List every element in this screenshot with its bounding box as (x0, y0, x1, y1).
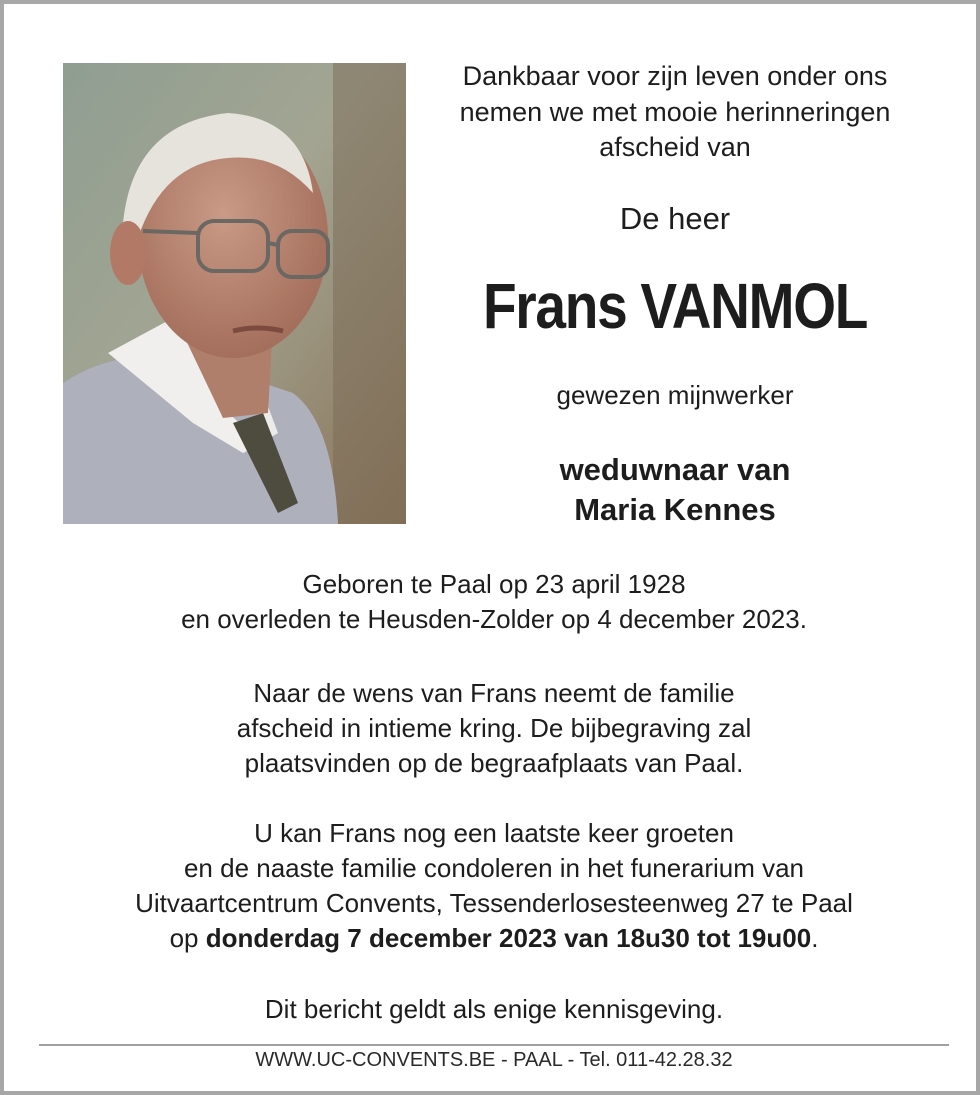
visit-prefix: op (169, 923, 206, 953)
visit-datetime: donderdag 7 december 2023 van 18u30 tot 19u00 (205, 923, 812, 953)
visit-date-line (4, 921, 980, 956)
footer-contact: WWW.UC-CONVENTS.BE - PAAL - Tel. 011-42.28.32 (255, 1049, 733, 1071)
intro-line: Dankbaar voor zijn leven onder ons (462, 61, 888, 91)
wish-line: Naar de wens van Frans neemt de familie (253, 678, 735, 708)
visitation-text (4, 816, 980, 956)
intro-text (420, 59, 930, 166)
visit-line: Uitvaartcentrum Convents, Tessenderlosesteenweg 27 te Paal (135, 888, 853, 918)
died-line: en overleden te Heusden-Zolder op 4 december 2023. (181, 604, 807, 634)
portrait-photo (63, 63, 406, 524)
visit-suffix: . (811, 923, 819, 953)
wish-line: afscheid in intieme kring. De bijbegraving zal (236, 713, 752, 743)
visit-line: en de naaste familie condoleren in het funerarium van (183, 853, 805, 883)
occupation: gewezen mijnwerker (556, 380, 794, 410)
wish-line: plaatsvinden op de begraafplaats van Paal. (244, 748, 744, 778)
funeral-wish-text (4, 676, 980, 781)
honorific: De heer (619, 201, 731, 236)
widower-text (420, 450, 930, 530)
footer-divider (39, 1044, 949, 1046)
deceased-name: Frans VANMOL (482, 270, 868, 342)
spouse-name: Maria Kennes (574, 492, 776, 527)
widower-line: weduwnaar van (559, 452, 791, 487)
intro-line: nemen we met mooie herinneringen (459, 96, 891, 127)
notice-text: Dit bericht geldt als enige kennisgeving. (264, 994, 724, 1024)
visit-line: U kan Frans nog een laatste keer groeten (254, 818, 734, 848)
intro-line: afscheid van (599, 132, 751, 162)
born-line: Geboren te Paal op 23 april 1928 (302, 569, 686, 599)
birth-death-text (4, 567, 980, 637)
